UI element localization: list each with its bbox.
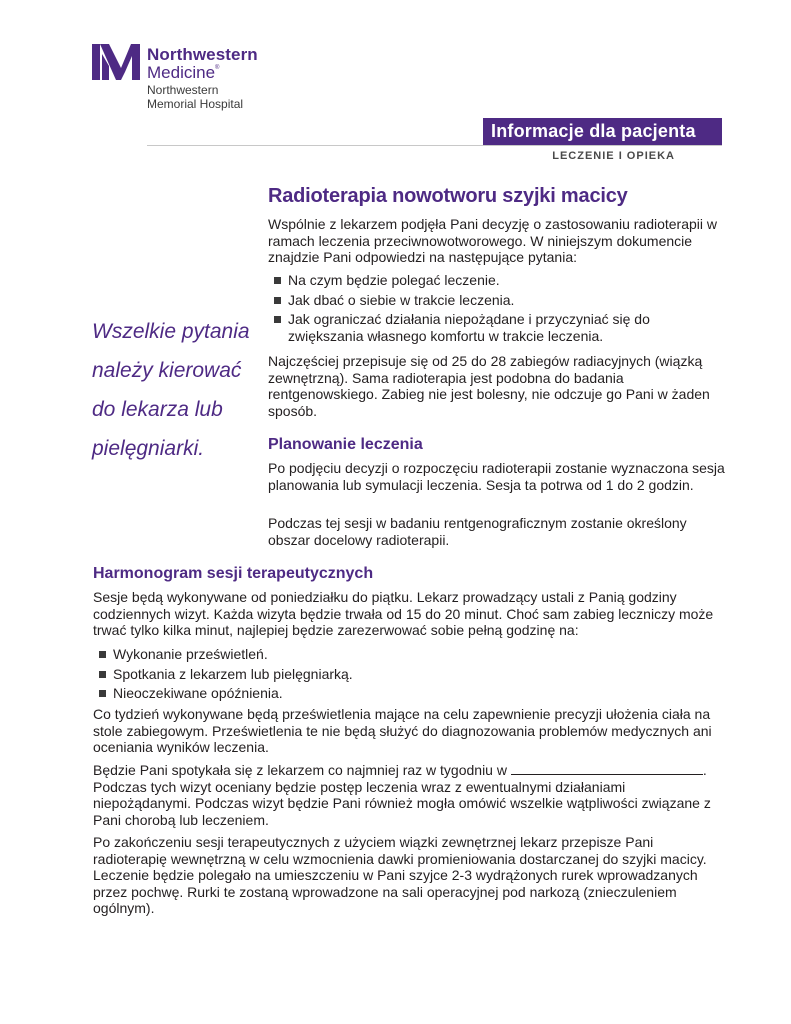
internal-radiotherapy-paragraph: Po zakończeniu sesji terapeutycznych z użyciem wiązki zewnętrznej lekarz przepisze Pani radioterapię wewnętrzną w celu wzmocnienia dawki promieniowania dostarczanej do szyjki macicy. Leczenie będzie polegało na umieszczeniu w Pani szyjce 2-3 wydrążonych rurek wprowadzanych przez pochwę. Rurki te zostaną wprowadzone na sali operacyjnej pod narkozą (znieczuleniem ogólnym). (93, 834, 707, 916)
header-divider (147, 145, 722, 146)
schedule-list (93, 646, 723, 705)
intro-paragraph: Wspólnie z lekarzem podjęła Pani decyzję o zastosowaniu radioterapii w ramach leczenia przeciwnowotworowego. W niniejszym dokumencie znajdzie Pani odpowiedzi na następujące pytania: (268, 216, 718, 265)
schedule-paragraph-1: Sesje będą wykonywane od poniedziałku do piątku. Lekarz prowadzący ustali z Panią godziny codziennych wizyt. Każda wizyta będzie trwała od 15 do 20 minut. Choć sam zabieg leczniczy może trwać tylko kilka minut, najlepiej będzie zarezerwować sobie pełną godzinę na: (93, 589, 714, 638)
list-item: Nieoczekiwane opóźnienia. (93, 685, 723, 702)
hospital-name: Northwestern Memorial Hospital (147, 83, 244, 111)
list-item: Na czym będzie polegać leczenie. (268, 272, 728, 289)
northwestern-medicine-logo-icon (92, 44, 140, 80)
planning-paragraph-1: Po podjęciu decyzji o rozpoczęciu radioterapii zostanie wyznaczona sesja planowania lub symulacji leczenia. Sesja ta potrwa od 1 do 2 godzin. (268, 460, 725, 493)
list-item: Wykonanie prześwietleń. (93, 646, 723, 663)
patient-info-badge: Informacje dla pacjenta (483, 118, 722, 145)
planning-heading: Planowanie leczenia (268, 436, 423, 453)
xray-paragraph: Co tydzień wykonywane będą prześwietlenia mające na celu zapewnienie precyzji ułożenia ciała na stole zabiegowym. Prześwietlenia te nie będą służyć do diagnozowania problemów medycznych ani oceniania wyników leczenia. (93, 706, 712, 755)
category-label: LECZENIE I OPIEKA (552, 150, 675, 162)
treatment-paragraph: Najczęściej przepisuje się od 25 do 28 zabiegów radiacyjnych (wiązką zewnętrzną). Sama radioterapia jest podobna do badania rentgenowskiego. Zabieg nie jest bolesny, nie odczuje go Pani w żaden sposób. (268, 353, 710, 419)
brand-name-medicine: Medicine® (147, 63, 220, 82)
fill-in-blank-line (511, 762, 703, 775)
planning-paragraph-2: Podczas tej sesji w badaniu rentgenograficznym zostanie określony obszar docelowy radioterapii. (268, 515, 687, 548)
visits-paragraph: Będzie Pani spotykała się z lekarzem co najmniej raz w tygodniu w . Podczas tych wizyt oceniany będzie postęp leczenia wraz z ewentualnymi działaniami niepożądanymi. Podczas wizyt będzie Pani również mogła omówić wszelkie wątpliwości związane z Pani chorobą lub leczeniem. (93, 762, 711, 828)
registered-mark: ® (215, 65, 220, 71)
schedule-heading: Harmonogram sesji terapeutycznych (93, 565, 374, 582)
brand-name: Northwestern (147, 45, 258, 64)
list-item: Jak ograniczać działania niepożądane i przyczyniać się do zwiększania własnego komfortu w trakcie leczenia. (268, 311, 728, 344)
list-item: Spotkania z lekarzem lub pielęgniarką. (93, 666, 723, 683)
sidebar-quote: Wszelkie pytania należy kierować do lekarza lub pielęgniarki. (92, 320, 250, 460)
page-title: Radioterapia nowotworu szyjki macicy (268, 185, 628, 207)
questions-list (268, 272, 728, 347)
list-item: Jak dbać o siebie w trakcie leczenia. (268, 292, 728, 309)
